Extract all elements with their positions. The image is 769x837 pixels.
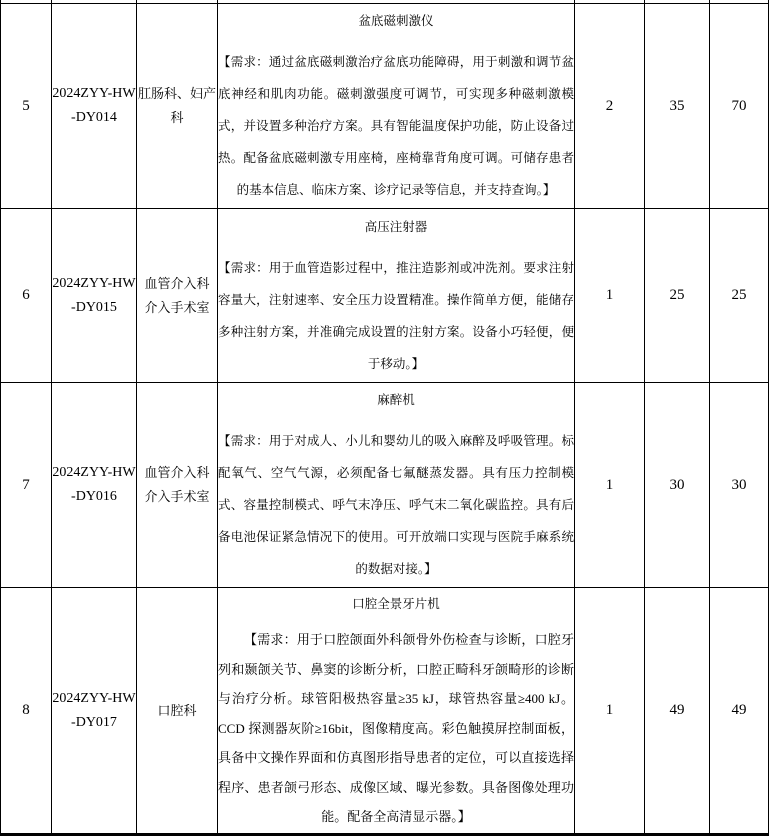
unit-price-cell: 49 (645, 588, 710, 835)
description-cell (218, 383, 575, 588)
department-line: 血管介入科 (144, 275, 210, 291)
project-code-line: 2024ZYY-HW (52, 275, 136, 291)
project-code-cell (52, 4, 137, 209)
unit-price-cell: 25 (645, 209, 710, 383)
table-row-6 (1, 209, 769, 383)
total-price-cell: 30 (710, 383, 769, 588)
project-code-line: -DY014 (71, 110, 117, 125)
requirement-text: 【需求：用于对成人、小儿和婴幼儿的吸入麻醉及呼吸管理。标配氧气、空气气源，必须配备七氟醚蒸发器。具有压力控制模式、容量控制模式、呼气末净压、呼气末二氧化碳监控。具有后备电池保证紧急情况下的使用。可开放端口实现与医院手麻系统的数据对接。】 (218, 434, 574, 576)
table-row-7 (1, 383, 769, 588)
equipment-title: 盆底磁刺激仪 (358, 14, 434, 28)
quantity-cell: 1 (575, 209, 645, 383)
department-line: 科 (170, 110, 184, 125)
project-code-line: 2024ZYY-HW (52, 86, 136, 101)
project-code-line: 2024ZYY-HW (52, 465, 136, 480)
quantity-cell: 1 (575, 588, 645, 835)
project-code-line: -DY015 (71, 299, 117, 315)
requirement-text: 【需求：通过盆底磁刺激治疗盆底功能障碍，用于刺激和调节盆底神经和肌肉功能。磁刺激强度可调节，可实现多种磁刺激模式，并设置多种治疗方案。具有智能温度保护功能，防止设备过热。配备盆底磁刺激专用座椅，座椅靠背角度可调。可储存患者的基本信息、临床方案、诊疗记录等信息，并支持查询。】 (218, 55, 574, 197)
project-code-line: 2024ZYY-HW (52, 690, 136, 706)
equipment-title: 麻醉机 (377, 393, 415, 407)
equipment-title: 口腔全景牙片机 (352, 597, 440, 612)
description-cell (218, 4, 575, 209)
project-code-line: -DY016 (71, 489, 117, 504)
row-number-cell: 6 (1, 209, 52, 383)
table-row-5 (1, 4, 769, 209)
department-cell (137, 383, 218, 588)
project-code-cell (52, 383, 137, 588)
department-cell (137, 209, 218, 383)
department-line: 介入手术室 (144, 299, 210, 315)
project-code-cell (52, 209, 137, 383)
description-cell (218, 209, 575, 383)
total-price-cell: 25 (710, 209, 769, 383)
requirement-text: 【需求：用于血管造影过程中，推注造影剂或冲洗剂。要求注射容量大，注射速率、安全压力设置精准。操作简单方便，能储存多种注射方案，并准确完成设置的注射方案。设备小巧轻便，便于移动。】 (218, 260, 574, 371)
quantity-cell: 2 (575, 4, 645, 209)
project-code-cell (52, 588, 137, 835)
department-cell (137, 4, 218, 209)
unit-price-cell: 35 (645, 4, 710, 209)
requirement-text: 【需求：用于口腔颌面外科颌骨外伤检查与诊断，口腔牙列和颞颌关节、鼻窦的诊断分析，口腔正畸科牙颌畸形的诊断与治疗分析。球管阳极热容量≥35 kJ，球管热容量≥400 kJ。CCD 探测器灰阶≥16bit，图像精度高。彩色触摸屏控制面板，具备中文操作界面和仿真图形指导患者的定位，可以直接选择程序、患者颌弓形态、成像区域、曝光参数。具备图像处理功能。配备全高清显示器。】 (218, 632, 574, 825)
department-line: 介入手术室 (144, 489, 210, 504)
project-code-line: -DY017 (71, 714, 117, 730)
department-line: 口腔科 (157, 702, 197, 718)
department-line: 血管介入科 (144, 465, 210, 480)
row-number-cell: 5 (1, 4, 52, 209)
department-cell (137, 588, 218, 835)
row-number-cell: 8 (1, 588, 52, 835)
quantity-cell: 1 (575, 383, 645, 588)
total-price-cell: 49 (710, 588, 769, 835)
equipment-title: 高压注射器 (364, 219, 428, 234)
unit-price-cell: 30 (645, 383, 710, 588)
department-line: 肛肠科、妇产 (137, 86, 216, 101)
description-cell (218, 588, 575, 835)
row-number-cell: 7 (1, 383, 52, 588)
table-row-8 (1, 588, 769, 835)
total-price-cell: 70 (710, 4, 769, 209)
